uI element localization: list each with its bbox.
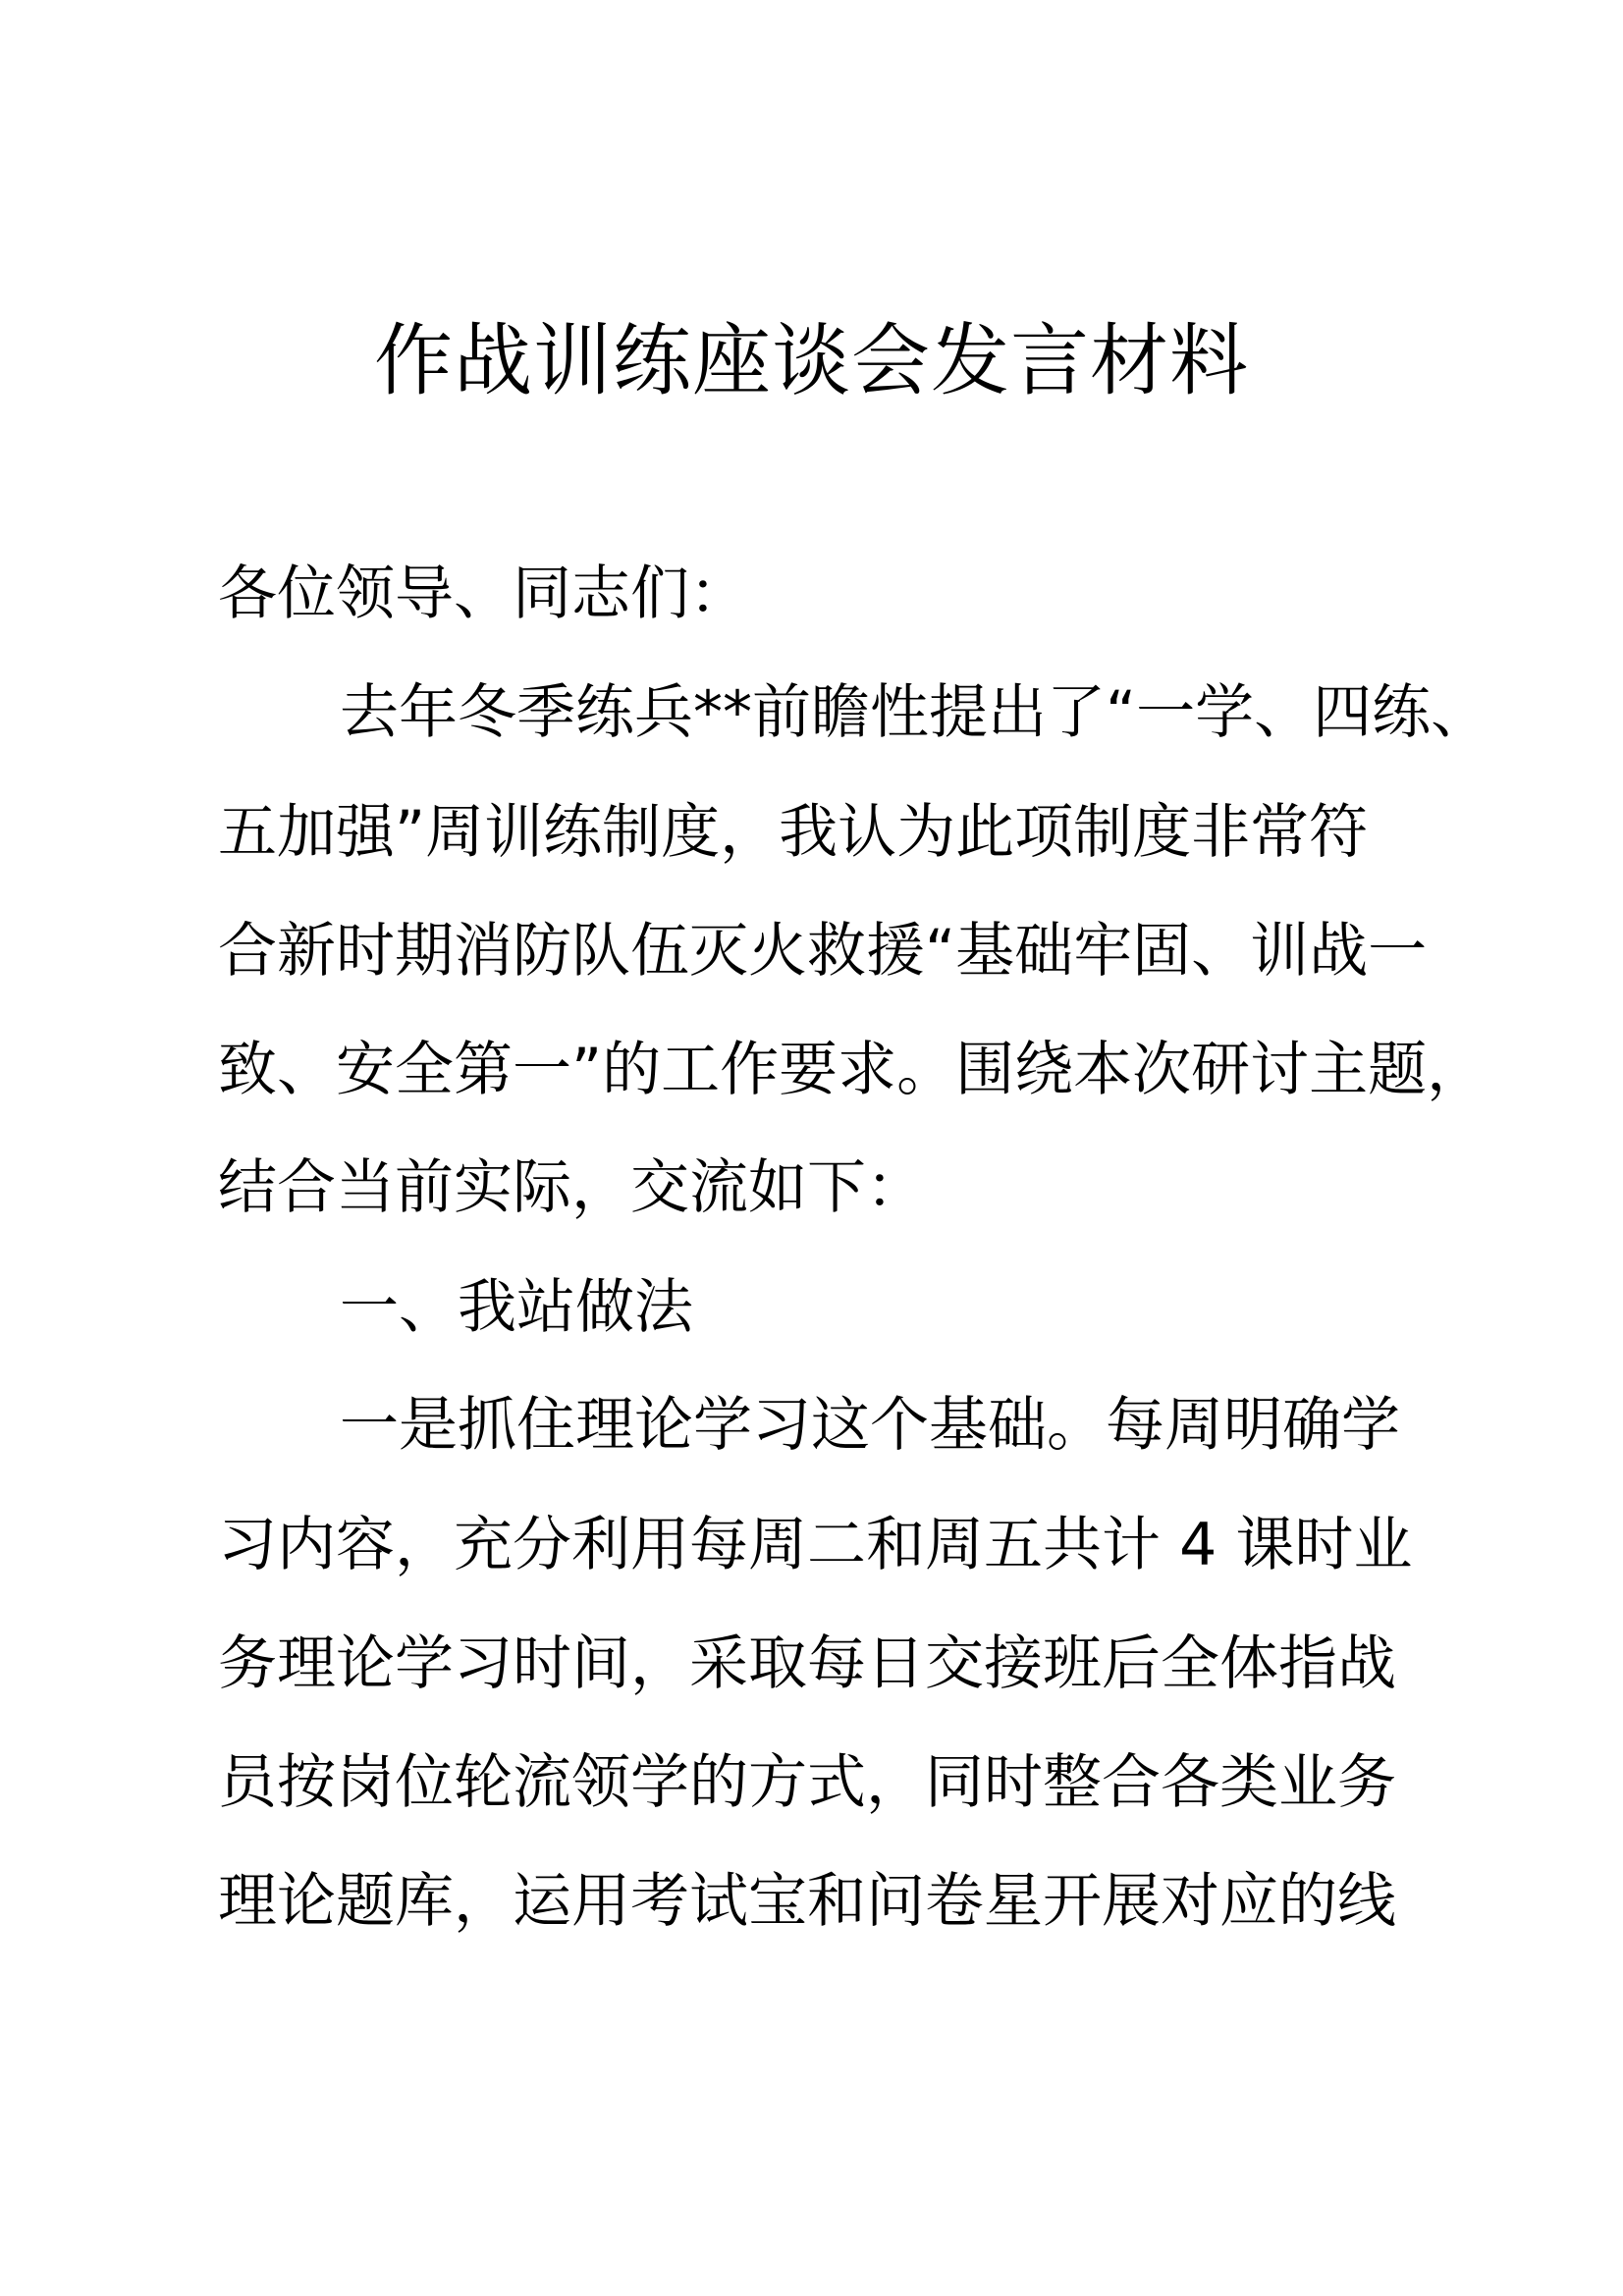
paragraph-line: 合新时期消防队伍灭火救援“基础牢固、训战一: [218, 917, 1428, 986]
paragraph-line: 理论题库，运用考试宝和问卷星开展对应的线: [218, 1867, 1396, 1936]
paragraph-line: 员按岗位轮流领学的方式，同时整合各类业务: [218, 1748, 1396, 1817]
paragraph-line: 习内容，充分利用每周二和周五共计 4 课时业: [218, 1511, 1413, 1579]
paragraph-line: 致、安全第一”的工作要求。围绕本次研讨主题，: [218, 1036, 1487, 1104]
document-title: 作战训练座谈会发言材料: [374, 315, 1249, 406]
paragraph-line: 务理论学习时间，采取每日交接班后全体指战: [218, 1629, 1396, 1698]
section-heading: 一、我站做法: [340, 1273, 693, 1342]
paragraph-line: 五加强”周训练制度，我认为此项制度非常符: [218, 798, 1369, 867]
paragraph-line: 一是抓住理论学习这个基础。每周明确学: [340, 1391, 1400, 1460]
paragraph-line: 结合当前实际，交流如下：: [218, 1153, 925, 1222]
salutation-line: 各位领导、同志们：: [218, 560, 748, 628]
paragraph-line: 去年冬季练兵**前瞻性提出了“一学、四练、: [340, 678, 1490, 747]
